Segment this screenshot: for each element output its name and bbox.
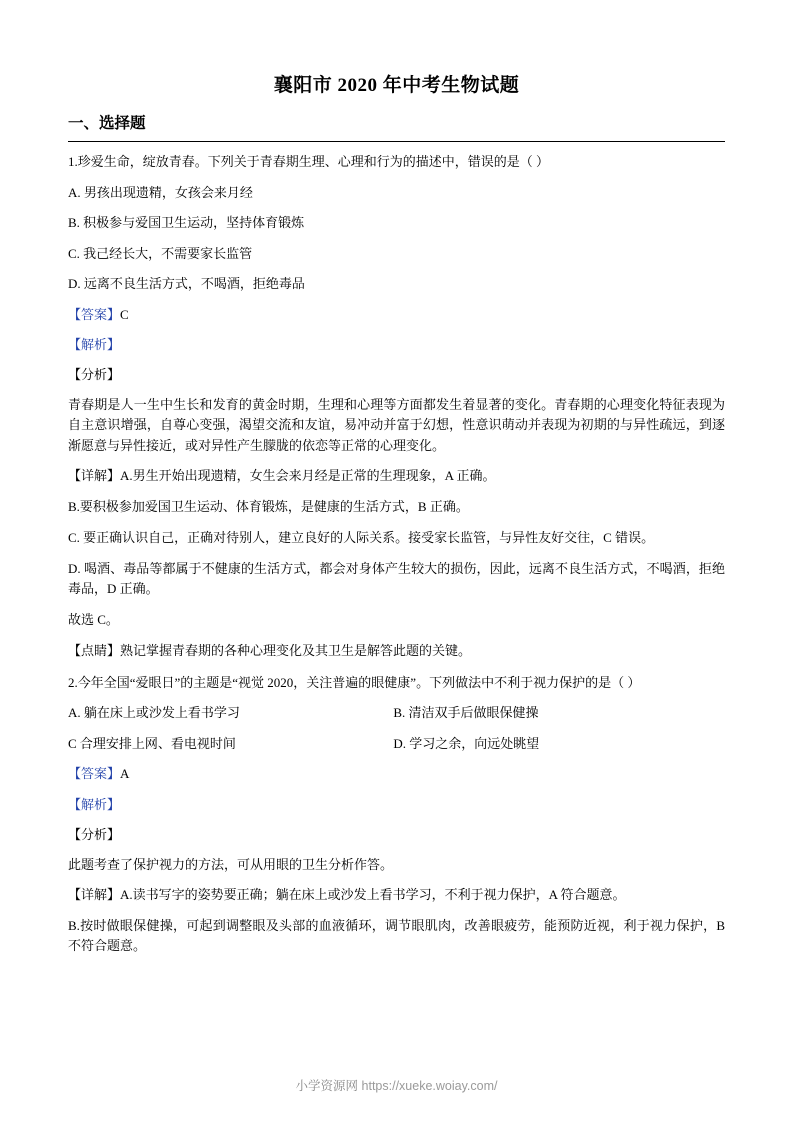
question-2-option-a: A. 躺在床上或沙发上看书学习 bbox=[68, 705, 240, 721]
question-1-detail-5: 故选 C。 bbox=[68, 612, 119, 628]
footer-url: https://xueke.woiay.com/ bbox=[361, 1079, 498, 1093]
question-2-breakdown-text: 此题考查了保护视力的方法，可从用眼的卫生分析作答。 bbox=[68, 856, 394, 872]
question-1-analysis-label: 【解析】 bbox=[68, 336, 121, 352]
question-1-detail-3: C. 要正确认识自己，正确对待别人，建立良好的人际关系。接受家长监管，与异性友好交往，C 错误。 bbox=[68, 529, 655, 545]
question-1-option-a: A. 男孩出现遗精，女孩会来月经 bbox=[68, 184, 253, 200]
question-2-details bbox=[68, 885, 725, 956]
question-1-breakdown-text: 青春期是人一生中生长和发育的黄金时期，生理和心理等方面都发生着显著的变化。青春期的心理变化特征表现为自主意识增强，自尊心变强，渴望交流和友谊，易冲动并富于幻想，性意识萌动并表现为初期的与异性疏远，到逐渐愿意与异性接近，或对异性产生朦胧的依恋等正常的心理变化。 bbox=[68, 397, 725, 453]
question-2-breakdown-label: 【分析】 bbox=[68, 826, 121, 842]
question-1-detail-4: D. 喝酒、毒品等都属于不健康的生活方式，都会对身体产生较大的损伤，因此，远离不良生活方式，不喝酒，拒绝毒品，D 正确。 bbox=[68, 561, 725, 597]
divider bbox=[68, 141, 725, 142]
question-1-details bbox=[68, 466, 725, 662]
question-2-options-row-1 bbox=[68, 703, 725, 723]
answer-label: 【答案】 bbox=[68, 306, 121, 322]
question-2-detail-1: 【详解】A.读书写字的姿势要正确；躺在床上或沙发上看书学习，不利于视力保护，A 符合题意。 bbox=[68, 886, 626, 902]
answer-label: 【答案】 bbox=[68, 766, 121, 782]
question-2-option-d: D. 学习之余，向远处眺望 bbox=[393, 735, 540, 751]
page-footer bbox=[0, 1076, 793, 1094]
question-1-option-b: B. 积极参与爱国卫生运动，坚持体育锻炼 bbox=[68, 215, 305, 231]
question-2-detail-2: B.按时做眼保健操，可起到调整眼及头部的血液循环，调节眼肌肉，改善眼疲劳，能预防近视，利于视力保护，B 不符合题意。 bbox=[68, 918, 725, 954]
answer-value: A bbox=[120, 766, 130, 782]
question-2-answer bbox=[68, 764, 725, 784]
section-heading: 一、选择题 bbox=[68, 115, 146, 132]
question-1-detail-2: B.要积极参加爱国卫生运动、体育锻炼，是健康的生活方式，B 正确。 bbox=[68, 498, 469, 514]
footer-brand: 小学资源网 bbox=[295, 1079, 359, 1093]
question-1-option-c: C. 我己经长大，不需要家长监管 bbox=[68, 245, 253, 261]
page-title: 襄阳市 2020 年中考生物试题 bbox=[273, 75, 520, 96]
question-1-answer bbox=[68, 305, 725, 325]
question-2-stem: 2.今年全国“爱眼日”的主题是“视觉 2020，关注普遍的眼健康”。下列做法中不利于视力保护的是（ ） bbox=[68, 674, 641, 690]
question-1-detail-6: 【点睛】熟记掌握青春期的各种心理变化及其卫生是解答此题的关键。 bbox=[68, 643, 472, 659]
question-1-detail-1: 【详解】A.男生开始出现遗精，女生会来月经是正常的生理现象，A 正确。 bbox=[68, 467, 496, 483]
question-1-option-d: D. 远离不良生活方式，不喝酒，拒绝毒品 bbox=[68, 276, 305, 292]
question-1-stem: 1.珍爱生命，绽放青春。下列关于青春期生理、心理和行为的描述中，错误的是（ ） bbox=[68, 154, 550, 169]
question-2-option-b: B. 清洁双手后做眼保健操 bbox=[393, 705, 539, 721]
answer-value: C bbox=[120, 306, 129, 322]
question-2-option-c: C 合理安排上网、看电视时间 bbox=[68, 735, 236, 751]
question-2-options-row-2 bbox=[68, 734, 725, 754]
question-2-analysis-label: 【解析】 bbox=[68, 796, 121, 812]
question-1-breakdown-label: 【分析】 bbox=[68, 367, 121, 383]
